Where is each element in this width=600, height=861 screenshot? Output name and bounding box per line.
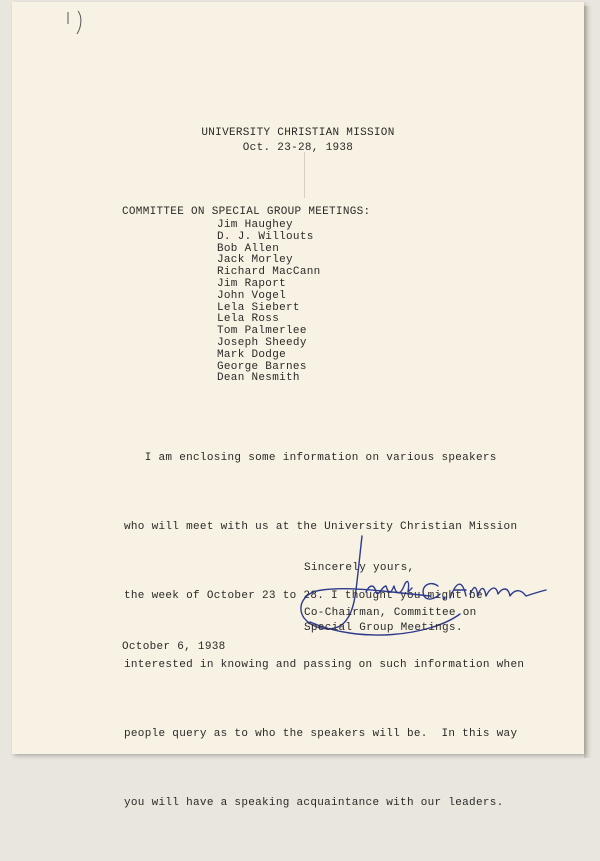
signer-title-line: Co-Chairman, Committee on — [304, 607, 477, 619]
list-item: Tom Palmerlee — [217, 325, 307, 338]
committee-member-list — [217, 220, 321, 385]
mission-title: UNIVERSITY CHRISTIAN MISSION — [201, 127, 395, 139]
list-item: Mark Dodge — [217, 348, 287, 361]
letter-page — [12, 2, 584, 809]
closing-salutation: Sincerely yours, — [304, 562, 415, 574]
list-item: D. J. Willouts — [217, 230, 314, 243]
list-item: Jim Raport — [217, 277, 287, 290]
letter-header — [12, 126, 584, 156]
letter-date: October 6, 1938 — [122, 641, 226, 653]
list-item: John Vogel — [217, 289, 287, 302]
page-edge-shadow — [584, 6, 592, 758]
list-item: Richard MacCann — [217, 266, 321, 279]
list-item: Lela Siebert — [217, 301, 300, 314]
list-item: George Barnes — [217, 360, 307, 373]
list-item: Lela Ross — [217, 313, 280, 326]
list-item: Joseph Sheedy — [217, 336, 307, 349]
signer-title-line: Special Group Meetings. — [304, 622, 463, 634]
list-item: Jack Morley — [217, 254, 293, 267]
committee-heading: COMMITTEE ON SPECIAL GROUP MEETINGS: — [122, 206, 371, 218]
paper-crease — [304, 152, 305, 198]
mission-dates: Oct. 23-28, 1938 — [242, 142, 354, 154]
list-item: Dean Nesmith — [217, 372, 300, 385]
list-item: Jim Haughey — [217, 219, 293, 231]
body-line: you will have a speaking acquaintance with our leaders. — [124, 797, 504, 809]
body-line: the week of October 23 to 28. I thought you might be — [124, 590, 483, 602]
body-line: interested in knowing and passing on such information when — [124, 659, 525, 671]
body-line: who will meet with us at the University Christian Mission — [124, 521, 518, 533]
body-line: I am enclosing some information on various speakers — [124, 452, 497, 464]
list-item: Bob Allen — [217, 242, 280, 255]
body-line: people query as to who the speakers will be. In this way — [124, 728, 518, 740]
pencil-mark — [64, 10, 88, 36]
signer-title — [304, 606, 477, 636]
